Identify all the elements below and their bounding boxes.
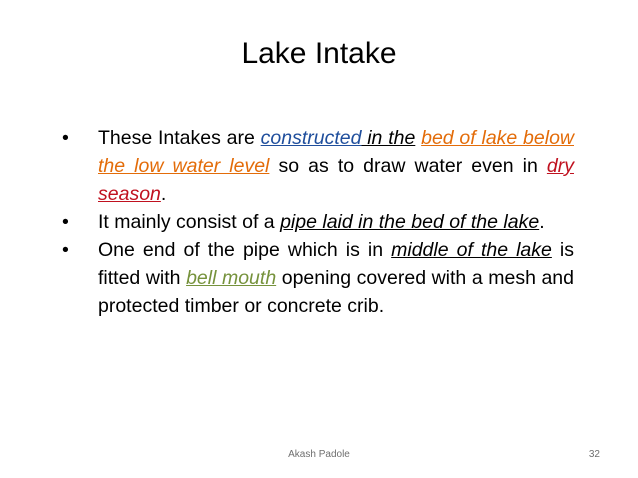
bullet-text-segment: These Intakes are: [98, 127, 261, 149]
page-number: 32: [588, 449, 600, 460]
bullet-text-segment: .: [539, 211, 545, 233]
bullet-list: [60, 124, 574, 320]
bullet-item: [60, 236, 574, 320]
bullet-marker: •: [62, 127, 69, 149]
bullet-text-segment: is fitted with: [98, 239, 575, 289]
bullet-text-segment: opening covered with a mesh and protected timber or concrete crib.: [98, 267, 574, 317]
bullet-item: [60, 208, 574, 236]
bullet-text-segment: .: [160, 183, 167, 205]
bullet-marker: •: [62, 239, 69, 261]
emphasis-bell-mouth: bell mouth: [186, 267, 277, 289]
bullet-text-segment: One end of the pipe which is in: [98, 239, 392, 261]
bullet-item: [60, 124, 574, 208]
bullet-text-segment: It mainly consist of a: [98, 211, 281, 233]
emphasis-in-the: in the: [361, 127, 416, 149]
slide-title: Lake Intake: [241, 37, 397, 70]
footer-author: Akash Padole: [288, 449, 350, 460]
emphasis-dry-season: dry season: [98, 155, 574, 205]
emphasis-constructed: constructed: [260, 127, 362, 149]
bullet-text-segment: so as to draw water even in: [269, 155, 547, 177]
emphasis-middle-of-lake: middle of the lake: [391, 239, 552, 261]
emphasis-bed-of-lake: bed of lake below the low water level: [98, 127, 574, 177]
bullet-marker: •: [62, 211, 69, 233]
emphasis-pipe-laid: pipe laid in the bed of the lake: [280, 211, 540, 233]
